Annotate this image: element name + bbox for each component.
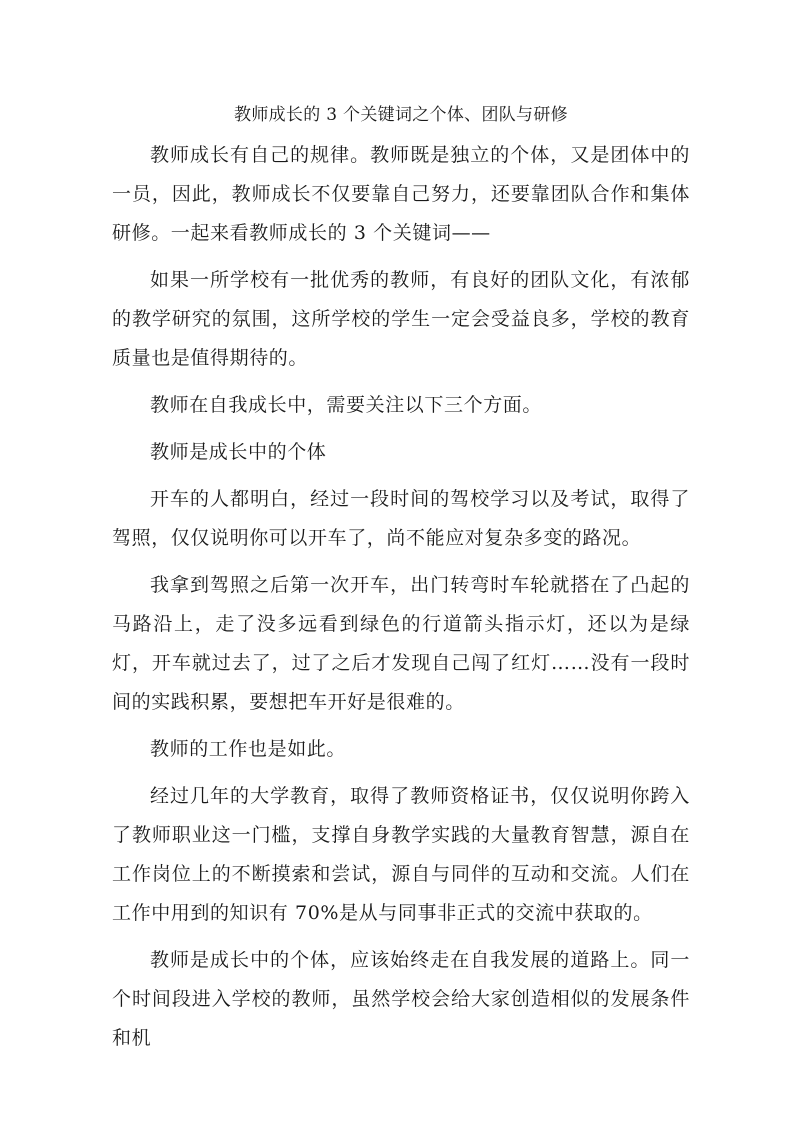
paragraph: 我拿到驾照之后第一次开车，出门转弯时车轮就搭在了凸起的马路沿上，走了没多远看到绿色的行道箭头指示灯，还以为是绿灯，开车就过去了，过了之后才发现自己闯了红灯……没有一段时间的实践积累，要想把车开好是很难的。 [112,574,690,713]
document-body [112,98,690,1066]
document-title: 教师成长的 3 个关键词之个体、团队与研修 [234,105,568,125]
paragraph: 教师成长有自己的规律。教师既是独立的个体，又是团体中的一员，因此，教师成长不仅要靠自己努力，还要靠团队合作和集体研修。一起来看教师成长的 3 个关键词—— [112,144,690,244]
paragraph: 经过几年的大学教育，取得了教师资格证书，仅仅说明你跨入了教师职业这一门槛，支撑自身教学实践的大量教育智慧，源自在工作岗位上的不断摸索和尝试，源自与同伴的互动和交流。人们在工作中用到的知识有 70%是从与同事非正式的交流中获取的。 [112,785,690,924]
paragraph: 教师在自我成长中，需要关注以下三个方面。 [150,394,543,416]
paragraph: 如果一所学校有一批优秀的教师，有良好的团队文化，有浓郁的教学研究的氛围，这所学校的学生一定会受益良多，学校的教育质量也是值得期待的。 [112,269,690,369]
paragraph: 教师是成长中的个体，应该始终走在自我发展的道路上。同一个时间段进入学校的教师，虽然学校会给大家创造相似的发展条件和机 [112,949,690,1049]
paragraph: 教师的工作也是如此。 [150,738,347,760]
section-heading: 教师是成长中的个体 [150,441,327,463]
paragraph: 开车的人都明白，经过一段时间的驾校学习以及考试，取得了驾照，仅仅说明你可以开车了，尚不能应对复杂多变的路况。 [112,488,690,549]
